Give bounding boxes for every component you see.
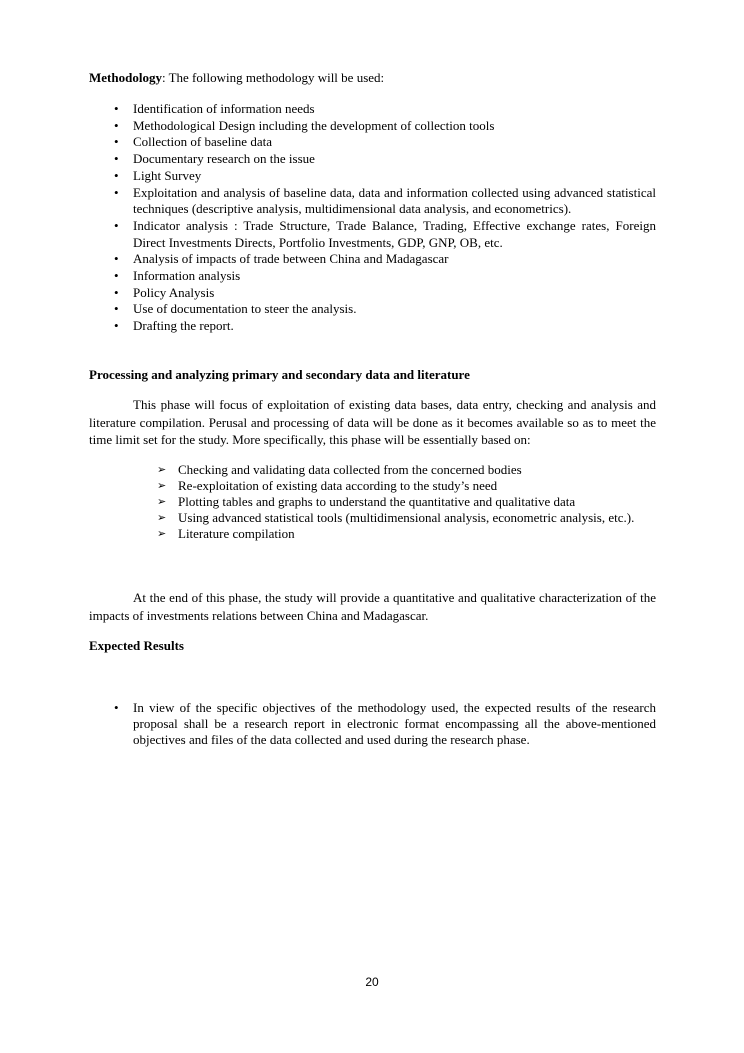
list-item <box>89 251 656 268</box>
methodology-intro <box>89 69 656 86</box>
list-item <box>89 700 656 748</box>
bullet-icon: • <box>114 101 119 116</box>
list-item-text: Policy Analysis <box>133 284 215 300</box>
bullet-icon: • <box>114 151 119 167</box>
bullet-icon: • <box>114 217 119 233</box>
methodology-intro-text: : The following methodology will be used: <box>161 70 385 85</box>
list-item-text: Checking and validating data collected from the concerned bodies <box>178 462 522 477</box>
list-item <box>89 151 656 168</box>
list-item <box>89 478 656 494</box>
bullet-icon: • <box>114 251 119 267</box>
list-item <box>89 462 656 478</box>
list-item-text: Drafting the report. <box>133 318 234 334</box>
list-item <box>89 101 656 118</box>
bullet-icon: • <box>114 184 119 200</box>
expected-results-heading: Expected Results <box>89 638 184 653</box>
bullet-icon: • <box>114 117 119 133</box>
bullet-icon: • <box>114 134 119 150</box>
list-item-text: Re-exploitation of existing data according to the study’s need <box>178 478 498 493</box>
methodology-label: Methodology <box>89 70 162 85</box>
processing-heading: Processing and analyzing primary and secondary data and literature <box>89 367 470 382</box>
list-item-text: Use of documentation to steer the analysis. <box>133 301 357 317</box>
arrow-bullet-icon: ➢ <box>157 495 167 508</box>
list-item <box>89 318 656 335</box>
list-item-text: Plotting tables and graphs to understand the quantitative and qualitative data <box>178 494 576 509</box>
list-item <box>89 510 656 526</box>
list-item <box>89 301 656 318</box>
list-item-text: Information analysis <box>133 268 241 284</box>
list-item-text: Literature compilation <box>178 526 295 541</box>
methodology-list <box>89 101 656 335</box>
list-item <box>89 185 656 218</box>
bullet-icon: • <box>114 268 119 284</box>
list-item-text: Collection of baseline data <box>133 134 272 150</box>
bullet-icon: • <box>114 167 119 183</box>
list-item-text: In view of the specific objectives of the methodology used, the expected results of the research proposal shall be a research report in electronic format encompassing all the above-mentioned objectives and files of the data collected and used during the research phase. <box>133 700 656 747</box>
arrow-bullet-icon: ➢ <box>157 527 167 540</box>
list-item-text: Using advanced statistical tools (multidimensional analysis, econometric analysis, etc.). <box>178 510 635 525</box>
list-item-text: Indicator analysis : Trade Structure, Trade Balance, Trading, Effective exchange rates, Foreign Direct Investments Directs, Portfolio Investments, GDP, GNP, OB, etc. <box>133 217 656 250</box>
bullet-icon: • <box>114 700 119 715</box>
bullet-icon: • <box>114 284 119 300</box>
list-item <box>89 134 656 151</box>
list-item-text: Exploitation and analysis of baseline data, data and information collected using advanced statistical techniques (descriptive analysis, multidimensional data analysis, and econometrics). <box>133 184 656 217</box>
processing-conclusion: At the end of this phase, the study will provide a quantitative and qualitative characterization of the impacts of investments relations between China and Madagascar. <box>89 590 656 623</box>
list-item-text: Light Survey <box>133 167 202 183</box>
bullet-icon: • <box>114 301 119 317</box>
expected-results-list <box>89 700 656 748</box>
document-page <box>89 0 656 1053</box>
list-item <box>89 268 656 285</box>
arrow-bullet-icon: ➢ <box>157 463 167 476</box>
list-item <box>89 118 656 135</box>
arrow-bullet-icon: ➢ <box>157 479 167 492</box>
list-item-text: Identification of information needs <box>133 101 315 116</box>
list-item <box>89 218 656 251</box>
list-item <box>89 526 656 542</box>
list-item <box>89 285 656 302</box>
page-number: 20 <box>365 975 379 989</box>
processing-list <box>89 462 656 542</box>
list-item-text: Documentary research on the issue <box>133 151 315 167</box>
arrow-bullet-icon: ➢ <box>157 511 167 524</box>
list-item-text: Methodological Design including the development of collection tools <box>133 117 495 133</box>
list-item <box>89 494 656 510</box>
list-item <box>89 168 656 185</box>
bullet-icon: • <box>114 318 119 334</box>
list-item-text: Analysis of impacts of trade between China and Madagascar <box>133 251 449 267</box>
processing-paragraph: This phase will focus of exploitation of existing data bases, data entry, checking and analysis and literature compilation. Perusal and processing of data will be done as it becomes available so as to meet the time limit set for the study. More specifically, this phase will be essentially based on: <box>89 397 656 447</box>
